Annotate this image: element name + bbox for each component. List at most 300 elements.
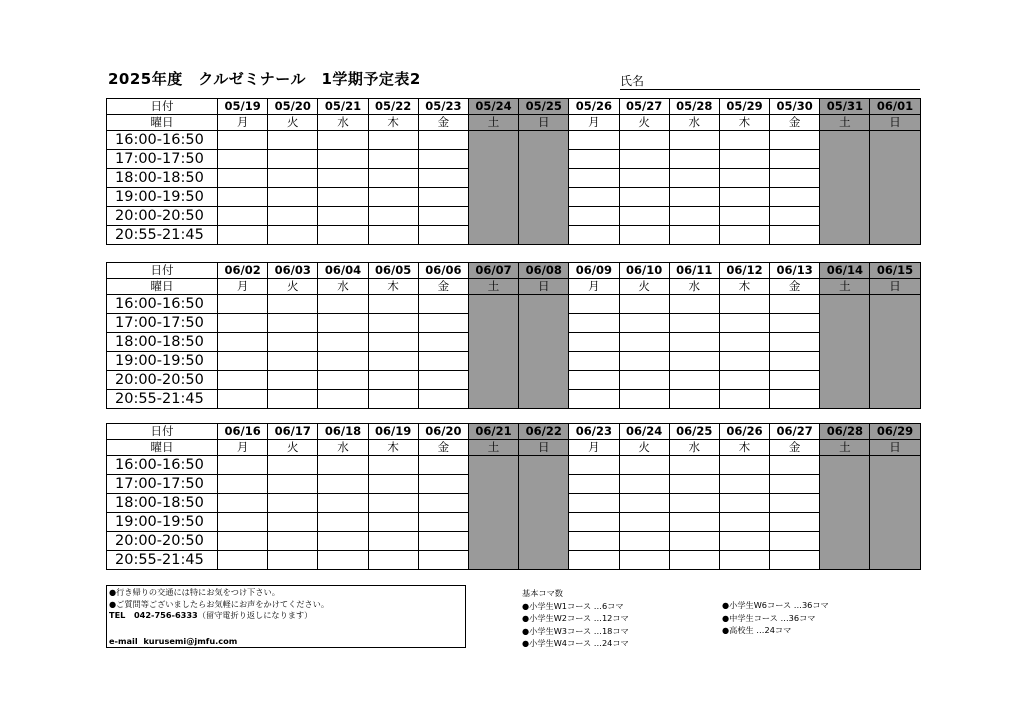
schedule-cell[interactable] bbox=[318, 207, 368, 226]
schedule-cell[interactable] bbox=[268, 226, 318, 245]
schedule-cell[interactable] bbox=[418, 226, 468, 245]
date-cell: 05/25 bbox=[519, 99, 569, 115]
schedule-cell[interactable] bbox=[569, 456, 619, 475]
weekend-cell bbox=[468, 371, 518, 390]
schedule-cell[interactable] bbox=[619, 532, 669, 551]
schedule-cell[interactable] bbox=[770, 131, 820, 150]
time-slot-label: 20:55-21:45 bbox=[107, 390, 218, 409]
schedule-cell[interactable] bbox=[268, 456, 318, 475]
weekend-cell bbox=[870, 371, 920, 390]
schedule-cell[interactable] bbox=[268, 150, 318, 169]
schedule-cell[interactable] bbox=[619, 551, 669, 570]
schedule-cell[interactable] bbox=[318, 295, 368, 314]
schedule-cell[interactable] bbox=[569, 371, 619, 390]
schedule-cell[interactable] bbox=[719, 475, 769, 494]
schedule-cell[interactable] bbox=[719, 551, 769, 570]
date-cell: 05/23 bbox=[418, 99, 468, 115]
schedule-cell[interactable] bbox=[770, 352, 820, 371]
schedule-cell[interactable] bbox=[619, 295, 669, 314]
schedule-cell[interactable] bbox=[268, 371, 318, 390]
date-cell: 05/20 bbox=[268, 99, 318, 115]
schedule-cell[interactable] bbox=[368, 207, 418, 226]
schedule-cell[interactable] bbox=[770, 551, 820, 570]
weekday-header-label: 曜日 bbox=[107, 279, 218, 295]
weekend-cell bbox=[820, 352, 870, 371]
weekend-cell bbox=[820, 150, 870, 169]
date-cell: 06/02 bbox=[218, 263, 268, 279]
schedule-table bbox=[106, 262, 921, 409]
date-header-label: 日付 bbox=[107, 424, 218, 440]
weekday-cell: 日 bbox=[519, 115, 569, 131]
schedule-cell[interactable] bbox=[218, 207, 268, 226]
schedule-cell[interactable] bbox=[418, 551, 468, 570]
schedule-cell[interactable] bbox=[368, 169, 418, 188]
schedule-cell[interactable] bbox=[719, 207, 769, 226]
time-slot-label: 16:00-16:50 bbox=[107, 131, 218, 150]
schedule-cell[interactable] bbox=[268, 207, 318, 226]
schedule-cell[interactable] bbox=[619, 333, 669, 352]
schedule-cell[interactable] bbox=[268, 532, 318, 551]
schedule-cell[interactable] bbox=[418, 456, 468, 475]
email-label: e-mail bbox=[109, 635, 138, 646]
weekend-cell bbox=[519, 150, 569, 169]
schedule-cell[interactable] bbox=[318, 188, 368, 207]
schedule-cell[interactable] bbox=[368, 494, 418, 513]
schedule-cell[interactable] bbox=[318, 456, 368, 475]
schedule-cell[interactable] bbox=[418, 333, 468, 352]
koma-item: ●高校生 …24コマ bbox=[722, 625, 792, 635]
weekend-cell bbox=[468, 494, 518, 513]
schedule-cell[interactable] bbox=[418, 169, 468, 188]
time-slot-label: 17:00-17:50 bbox=[107, 314, 218, 333]
schedule-cell[interactable] bbox=[669, 226, 719, 245]
schedule-cell[interactable] bbox=[569, 131, 619, 150]
schedule-cell[interactable] bbox=[569, 390, 619, 409]
date-cell: 06/21 bbox=[468, 424, 518, 440]
weekend-cell bbox=[870, 150, 920, 169]
schedule-cell[interactable] bbox=[318, 314, 368, 333]
schedule-cell[interactable] bbox=[669, 532, 719, 551]
schedule-cell[interactable] bbox=[318, 333, 368, 352]
schedule-cell[interactable] bbox=[569, 333, 619, 352]
schedule-cell[interactable] bbox=[268, 390, 318, 409]
tel-number: 042-756-6333 bbox=[133, 610, 198, 620]
weekend-cell bbox=[519, 551, 569, 570]
schedule-cell[interactable] bbox=[669, 371, 719, 390]
schedule-cell[interactable] bbox=[669, 131, 719, 150]
weekday-cell: 火 bbox=[619, 115, 669, 131]
schedule-cell[interactable] bbox=[268, 333, 318, 352]
date-cell: 06/09 bbox=[569, 263, 619, 279]
schedule-cell[interactable] bbox=[770, 390, 820, 409]
schedule-cell[interactable] bbox=[669, 314, 719, 333]
weekend-cell bbox=[468, 314, 518, 333]
schedule-cell[interactable] bbox=[268, 494, 318, 513]
schedule-cell[interactable] bbox=[770, 226, 820, 245]
weekday-cell: 火 bbox=[619, 279, 669, 295]
schedule-cell[interactable] bbox=[218, 295, 268, 314]
schedule-cell[interactable] bbox=[368, 188, 418, 207]
schedule-cell[interactable] bbox=[669, 333, 719, 352]
schedule-cell[interactable] bbox=[569, 494, 619, 513]
schedule-cell[interactable] bbox=[368, 513, 418, 532]
tel-note: （留守電折り返しになります） bbox=[197, 610, 313, 620]
schedule-cell[interactable] bbox=[719, 352, 769, 371]
schedule-cell[interactable] bbox=[619, 475, 669, 494]
date-cell: 05/26 bbox=[569, 99, 619, 115]
schedule-cell[interactable] bbox=[569, 188, 619, 207]
weekday-header-label: 曜日 bbox=[107, 115, 218, 131]
schedule-cell[interactable] bbox=[268, 295, 318, 314]
weekend-cell bbox=[870, 456, 920, 475]
schedule-cell[interactable] bbox=[368, 333, 418, 352]
schedule-cell[interactable] bbox=[218, 551, 268, 570]
weekday-cell: 水 bbox=[669, 440, 719, 456]
weekday-cell: 月 bbox=[218, 279, 268, 295]
schedule-cell[interactable] bbox=[368, 371, 418, 390]
schedule-cell[interactable] bbox=[569, 475, 619, 494]
note-line: ●行き帰りの交通には特にお気をつけ下さい。 bbox=[109, 587, 280, 597]
weekend-cell bbox=[519, 475, 569, 494]
schedule-cell[interactable] bbox=[218, 169, 268, 188]
schedule-cell[interactable] bbox=[619, 131, 669, 150]
time-slot-label: 16:00-16:50 bbox=[107, 295, 218, 314]
schedule-cell[interactable] bbox=[368, 150, 418, 169]
weekend-cell bbox=[870, 333, 920, 352]
time-slot-label: 19:00-19:50 bbox=[107, 352, 218, 371]
weekday-cell: 日 bbox=[870, 115, 920, 131]
schedule-cell[interactable] bbox=[719, 169, 769, 188]
note-line: ●ご質問等ございましたらお気軽にお声をかけてください。 bbox=[109, 598, 330, 609]
schedule-cell[interactable] bbox=[770, 532, 820, 551]
schedule-cell[interactable] bbox=[619, 188, 669, 207]
weekend-cell bbox=[870, 513, 920, 532]
schedule-cell[interactable] bbox=[619, 226, 669, 245]
weekend-cell bbox=[468, 352, 518, 371]
weekend-cell bbox=[519, 188, 569, 207]
date-cell: 06/04 bbox=[318, 263, 368, 279]
weekend-cell bbox=[468, 188, 518, 207]
schedule-cell[interactable] bbox=[569, 352, 619, 371]
weekend-cell bbox=[870, 390, 920, 409]
schedule-cell[interactable] bbox=[418, 371, 468, 390]
schedule-cell[interactable] bbox=[218, 188, 268, 207]
schedule-cell[interactable] bbox=[669, 295, 719, 314]
time-slot-label: 20:00-20:50 bbox=[107, 207, 218, 226]
schedule-cell[interactable] bbox=[218, 333, 268, 352]
schedule-cell[interactable] bbox=[770, 188, 820, 207]
schedule-cell[interactable] bbox=[318, 390, 368, 409]
weekend-cell bbox=[820, 494, 870, 513]
schedule-cell[interactable] bbox=[569, 513, 619, 532]
date-cell: 06/23 bbox=[569, 424, 619, 440]
date-cell: 06/13 bbox=[770, 263, 820, 279]
schedule-cell[interactable] bbox=[368, 456, 418, 475]
date-cell: 06/19 bbox=[368, 424, 418, 440]
weekend-cell bbox=[519, 207, 569, 226]
weekend-cell bbox=[519, 352, 569, 371]
schedule-cell[interactable] bbox=[218, 532, 268, 551]
schedule-cell[interactable] bbox=[569, 551, 619, 570]
schedule-cell[interactable] bbox=[318, 131, 368, 150]
schedule-cell[interactable] bbox=[268, 314, 318, 333]
weekend-cell bbox=[468, 226, 518, 245]
schedule-cell[interactable] bbox=[569, 295, 619, 314]
weekend-cell bbox=[870, 169, 920, 188]
time-slot-label: 20:00-20:50 bbox=[107, 371, 218, 390]
koma-list-2 bbox=[722, 599, 829, 637]
weekend-cell bbox=[820, 513, 870, 532]
schedule-cell[interactable] bbox=[569, 169, 619, 188]
weekend-cell bbox=[820, 131, 870, 150]
schedule-cell[interactable] bbox=[719, 226, 769, 245]
date-cell: 06/05 bbox=[368, 263, 418, 279]
schedule-cell[interactable] bbox=[218, 456, 268, 475]
schedule-cell[interactable] bbox=[770, 475, 820, 494]
schedule-cell[interactable] bbox=[669, 551, 719, 570]
schedule-cell[interactable] bbox=[619, 494, 669, 513]
weekend-cell bbox=[820, 532, 870, 551]
weekday-cell: 月 bbox=[569, 279, 619, 295]
schedule-cell[interactable] bbox=[318, 551, 368, 570]
weekend-cell bbox=[519, 532, 569, 551]
weekend-cell bbox=[468, 532, 518, 551]
schedule-cell[interactable] bbox=[669, 188, 719, 207]
schedule-cell[interactable] bbox=[418, 207, 468, 226]
weekend-cell bbox=[870, 295, 920, 314]
weekend-cell bbox=[870, 475, 920, 494]
schedule-cell[interactable] bbox=[619, 513, 669, 532]
schedule-cell[interactable] bbox=[368, 475, 418, 494]
weekday-cell: 木 bbox=[719, 440, 769, 456]
weekday-cell: 日 bbox=[519, 440, 569, 456]
schedule-cell[interactable] bbox=[770, 150, 820, 169]
weekend-cell bbox=[820, 314, 870, 333]
schedule-cell[interactable] bbox=[368, 551, 418, 570]
schedule-cell[interactable] bbox=[268, 169, 318, 188]
weekend-cell bbox=[870, 226, 920, 245]
weekend-cell bbox=[519, 371, 569, 390]
schedule-cell[interactable] bbox=[770, 333, 820, 352]
schedule-cell[interactable] bbox=[318, 532, 368, 551]
weekend-cell bbox=[519, 169, 569, 188]
time-slot-label: 19:00-19:50 bbox=[107, 513, 218, 532]
schedule-cell[interactable] bbox=[619, 169, 669, 188]
schedule-cell[interactable] bbox=[770, 513, 820, 532]
schedule-cell[interactable] bbox=[719, 150, 769, 169]
schedule-cell[interactable] bbox=[669, 207, 719, 226]
schedule-cell[interactable] bbox=[268, 551, 318, 570]
date-header-label: 日付 bbox=[107, 263, 218, 279]
schedule-cell[interactable] bbox=[418, 131, 468, 150]
schedule-cell[interactable] bbox=[770, 371, 820, 390]
weekday-cell: 木 bbox=[368, 279, 418, 295]
weekday-cell: 水 bbox=[669, 279, 719, 295]
schedule-cell[interactable] bbox=[218, 390, 268, 409]
schedule-cell[interactable] bbox=[368, 226, 418, 245]
schedule-cell[interactable] bbox=[368, 532, 418, 551]
weekend-cell bbox=[870, 131, 920, 150]
schedule-cell[interactable] bbox=[418, 494, 468, 513]
date-cell: 06/15 bbox=[870, 263, 920, 279]
schedule-cell[interactable] bbox=[218, 314, 268, 333]
date-cell: 05/21 bbox=[318, 99, 368, 115]
schedule-cell[interactable] bbox=[719, 131, 769, 150]
schedule-cell[interactable] bbox=[318, 226, 368, 245]
schedule-cell[interactable] bbox=[770, 169, 820, 188]
schedule-cell[interactable] bbox=[318, 494, 368, 513]
schedule-cell[interactable] bbox=[218, 475, 268, 494]
weekday-cell: 月 bbox=[569, 115, 619, 131]
time-slot-label: 19:00-19:50 bbox=[107, 188, 218, 207]
weekend-cell bbox=[468, 551, 518, 570]
name-label: 氏名 bbox=[620, 74, 645, 88]
schedule-table bbox=[106, 98, 921, 245]
schedule-cell[interactable] bbox=[218, 352, 268, 371]
schedule-cell[interactable] bbox=[619, 352, 669, 371]
date-cell: 06/07 bbox=[468, 263, 518, 279]
weekday-cell: 金 bbox=[770, 440, 820, 456]
weekend-cell bbox=[820, 551, 870, 570]
weekday-cell: 月 bbox=[218, 440, 268, 456]
schedule-cell[interactable] bbox=[569, 150, 619, 169]
weekday-cell: 日 bbox=[870, 440, 920, 456]
schedule-cell[interactable] bbox=[719, 188, 769, 207]
date-cell: 05/28 bbox=[669, 99, 719, 115]
weekend-cell bbox=[468, 475, 518, 494]
schedule-cell[interactable] bbox=[619, 371, 669, 390]
tel-line bbox=[109, 610, 465, 622]
schedule-cell[interactable] bbox=[218, 494, 268, 513]
weekend-cell bbox=[468, 169, 518, 188]
schedule-cell[interactable] bbox=[619, 456, 669, 475]
schedule-cell[interactable] bbox=[418, 150, 468, 169]
schedule-cell[interactable] bbox=[368, 295, 418, 314]
name-field[interactable] bbox=[620, 72, 920, 90]
schedule-cell[interactable] bbox=[619, 207, 669, 226]
schedule-cell[interactable] bbox=[368, 314, 418, 333]
schedule-cell[interactable] bbox=[669, 390, 719, 409]
schedule-cell[interactable] bbox=[669, 352, 719, 371]
schedule-cell[interactable] bbox=[669, 456, 719, 475]
schedule-cell[interactable] bbox=[569, 207, 619, 226]
schedule-cell[interactable] bbox=[368, 390, 418, 409]
schedule-cell[interactable] bbox=[619, 150, 669, 169]
schedule-cell[interactable] bbox=[770, 494, 820, 513]
date-cell: 06/12 bbox=[719, 263, 769, 279]
weekend-cell bbox=[468, 131, 518, 150]
schedule-cell[interactable] bbox=[268, 188, 318, 207]
schedule-cell[interactable] bbox=[569, 226, 619, 245]
schedule-cell[interactable] bbox=[719, 456, 769, 475]
schedule-cell[interactable] bbox=[268, 131, 318, 150]
schedule-cell[interactable] bbox=[218, 150, 268, 169]
schedule-cell[interactable] bbox=[318, 371, 368, 390]
schedule-cell[interactable] bbox=[619, 390, 669, 409]
schedule-cell[interactable] bbox=[318, 169, 368, 188]
weekday-cell: 水 bbox=[318, 279, 368, 295]
date-cell: 05/27 bbox=[619, 99, 669, 115]
schedule-cell[interactable] bbox=[669, 169, 719, 188]
schedule-cell[interactable] bbox=[669, 513, 719, 532]
schedule-cell[interactable] bbox=[268, 513, 318, 532]
schedule-cell[interactable] bbox=[719, 295, 769, 314]
schedule-cell[interactable] bbox=[218, 226, 268, 245]
schedule-cell[interactable] bbox=[418, 513, 468, 532]
schedule-cell[interactable] bbox=[569, 532, 619, 551]
weekend-cell bbox=[468, 390, 518, 409]
schedule-cell[interactable] bbox=[218, 131, 268, 150]
weekend-cell bbox=[468, 456, 518, 475]
weekday-cell: 土 bbox=[468, 440, 518, 456]
email-address[interactable]: kurusemi@jmfu.com bbox=[143, 635, 238, 646]
schedule-cell[interactable] bbox=[268, 352, 318, 371]
time-slot-label: 20:55-21:45 bbox=[107, 551, 218, 570]
schedule-cell[interactable] bbox=[719, 532, 769, 551]
schedule-cell[interactable] bbox=[770, 456, 820, 475]
weekday-cell: 火 bbox=[619, 440, 669, 456]
weekend-cell bbox=[519, 226, 569, 245]
schedule-cell[interactable] bbox=[719, 314, 769, 333]
schedule-cell[interactable] bbox=[770, 314, 820, 333]
schedule-cell[interactable] bbox=[569, 314, 619, 333]
date-cell: 05/22 bbox=[368, 99, 418, 115]
schedule-cell[interactable] bbox=[418, 352, 468, 371]
schedule-cell[interactable] bbox=[318, 475, 368, 494]
koma-heading: 基本コマ数 bbox=[522, 588, 563, 598]
schedule-cell[interactable] bbox=[418, 475, 468, 494]
schedule-cell[interactable] bbox=[418, 390, 468, 409]
date-cell: 06/06 bbox=[418, 263, 468, 279]
schedule-cell[interactable] bbox=[669, 150, 719, 169]
weekend-cell bbox=[820, 207, 870, 226]
time-slot-label: 20:55-21:45 bbox=[107, 226, 218, 245]
schedule-cell[interactable] bbox=[719, 333, 769, 352]
weekday-cell: 木 bbox=[719, 279, 769, 295]
schedule-cell[interactable] bbox=[368, 352, 418, 371]
schedule-cell[interactable] bbox=[318, 513, 368, 532]
schedule-cell[interactable] bbox=[318, 352, 368, 371]
weekday-cell: 金 bbox=[418, 440, 468, 456]
schedule-cell[interactable] bbox=[770, 207, 820, 226]
weekday-cell: 金 bbox=[770, 279, 820, 295]
schedule-cell[interactable] bbox=[318, 150, 368, 169]
schedule-cell[interactable] bbox=[719, 513, 769, 532]
schedule-cell[interactable] bbox=[268, 475, 318, 494]
time-slot-label: 17:00-17:50 bbox=[107, 150, 218, 169]
date-cell: 06/08 bbox=[519, 263, 569, 279]
schedule-cell[interactable] bbox=[218, 371, 268, 390]
schedule-cell[interactable] bbox=[368, 131, 418, 150]
weekend-cell bbox=[870, 551, 920, 570]
schedule-cell[interactable] bbox=[218, 513, 268, 532]
weekday-cell: 金 bbox=[770, 115, 820, 131]
schedule-cell[interactable] bbox=[669, 494, 719, 513]
weekday-header-label: 曜日 bbox=[107, 440, 218, 456]
schedule-cell[interactable] bbox=[770, 295, 820, 314]
schedule-cell[interactable] bbox=[719, 494, 769, 513]
schedule-cell[interactable] bbox=[669, 475, 719, 494]
schedule-cell[interactable] bbox=[418, 532, 468, 551]
weekday-cell: 火 bbox=[268, 440, 318, 456]
schedule-cell[interactable] bbox=[418, 295, 468, 314]
schedule-cell[interactable] bbox=[719, 371, 769, 390]
schedule-cell[interactable] bbox=[418, 188, 468, 207]
weekday-cell: 土 bbox=[820, 440, 870, 456]
schedule-cell[interactable] bbox=[619, 314, 669, 333]
schedule-cell[interactable] bbox=[418, 314, 468, 333]
schedule-cell[interactable] bbox=[719, 390, 769, 409]
